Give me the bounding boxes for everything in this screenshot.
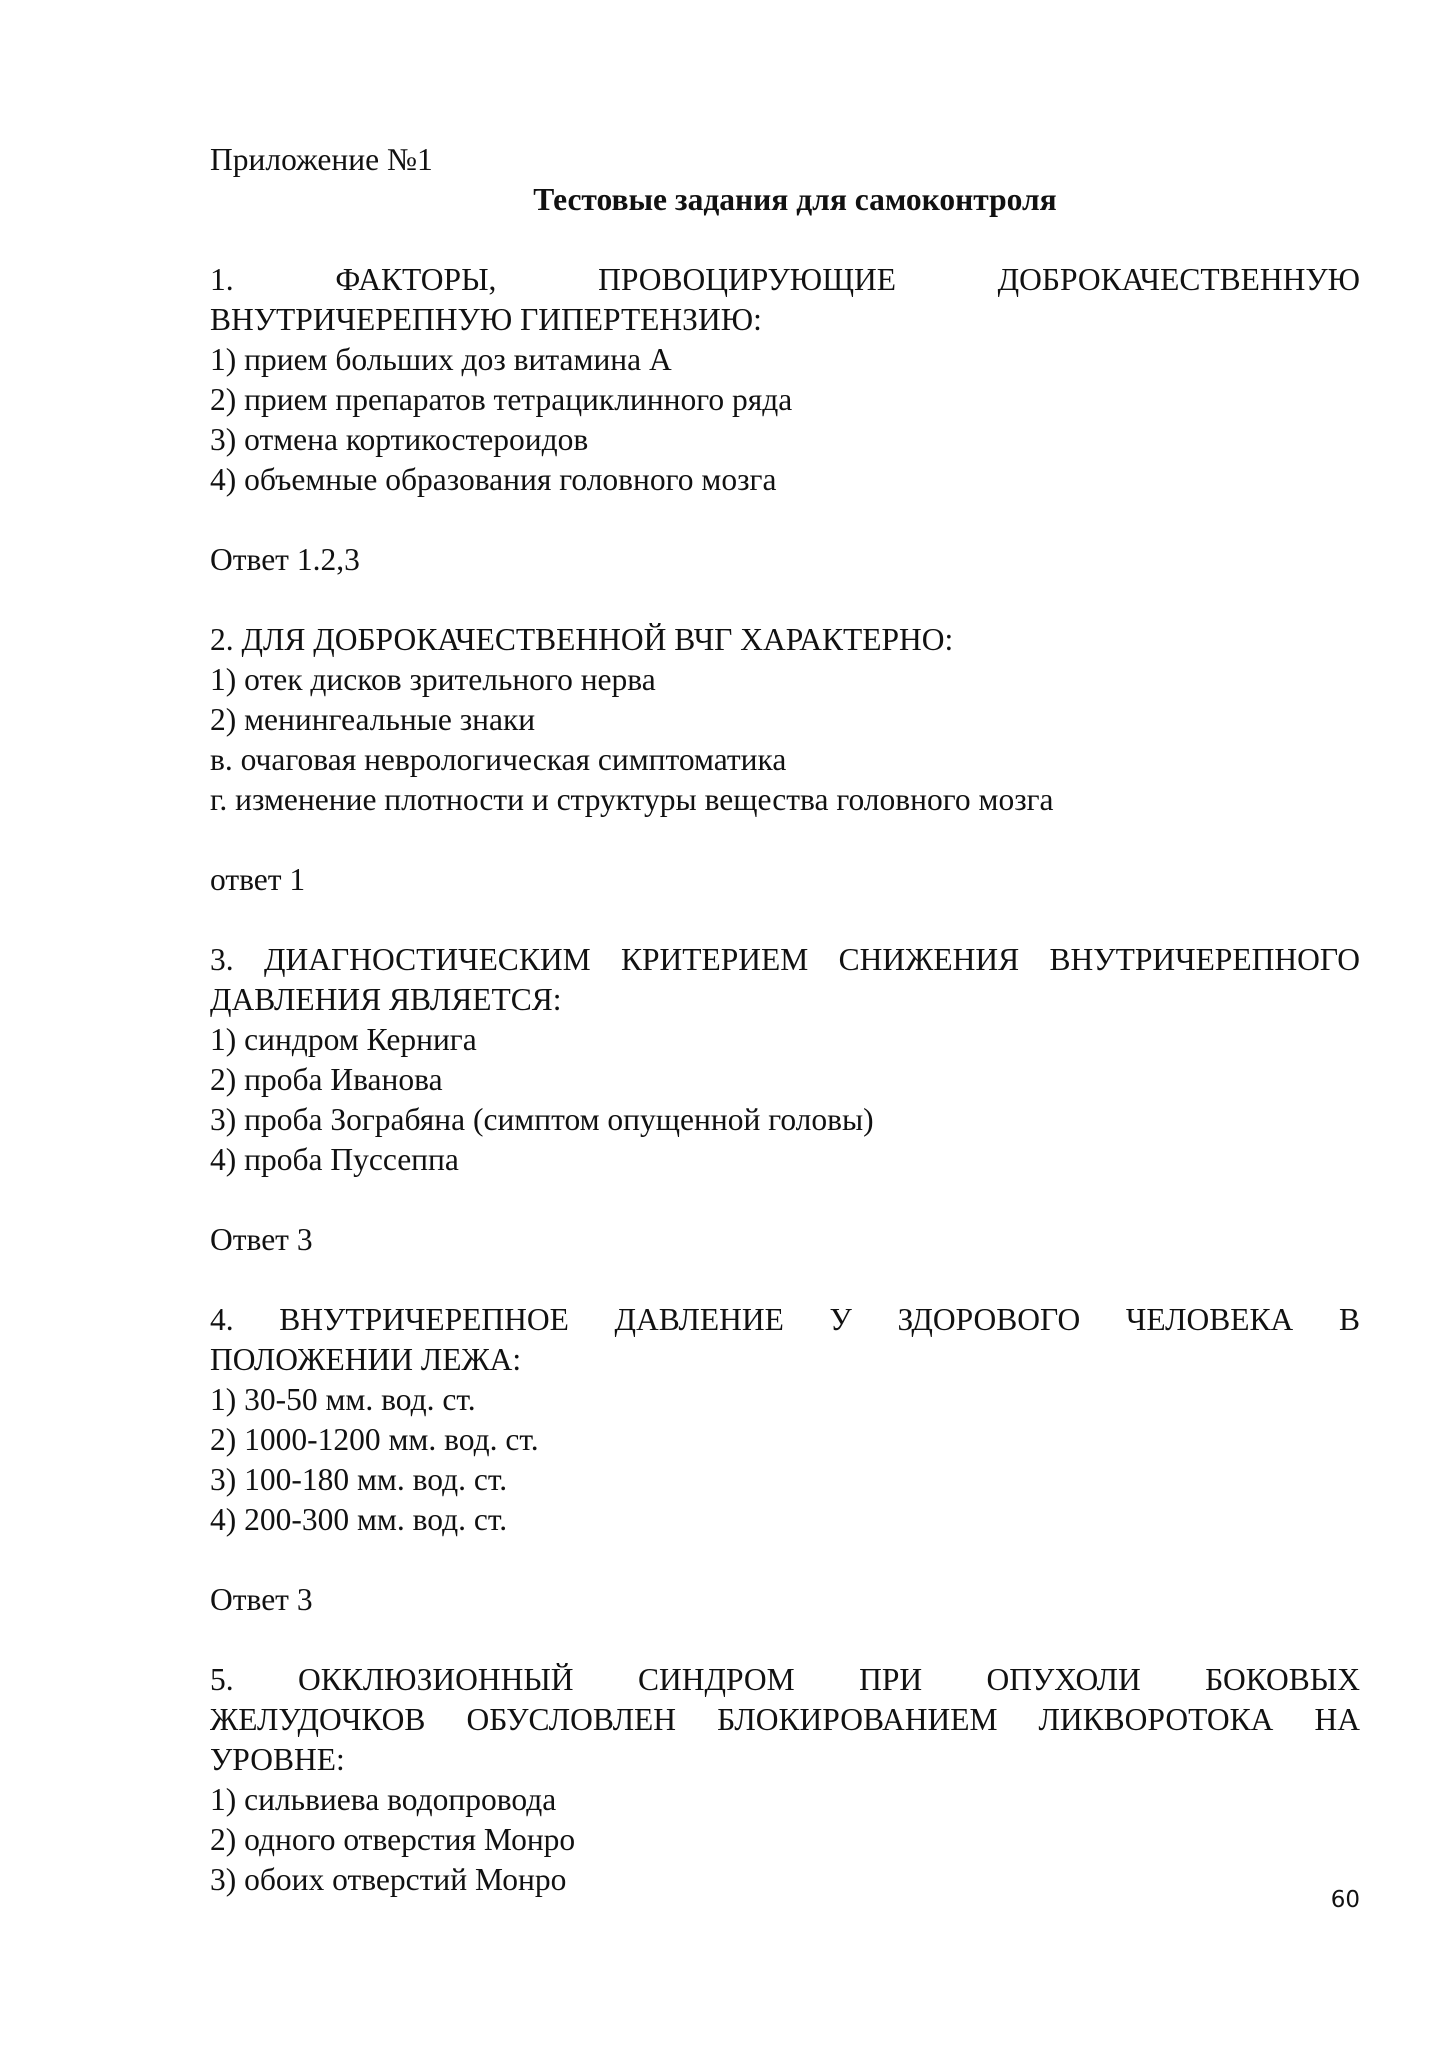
answer-option: 2) одного отверстия Монро <box>210 1822 576 1857</box>
question-heading <box>210 260 1360 340</box>
answer-option: 3) проба Зограбяна (симптом опущенной головы) <box>210 1102 874 1137</box>
answer-option: 1) 30-50 мм. вод. ст. <box>210 1382 476 1417</box>
answer-option: 1) отек дисков зрительного нерва <box>210 662 656 697</box>
answer-option: 3) 100-180 мм. вод. ст. <box>210 1462 508 1497</box>
answer-option: 3) обоих отверстий Монро <box>210 1862 567 1897</box>
answer-option: г. изменение плотности и структуры вещества головного мозга <box>210 782 1054 817</box>
document-page <box>210 140 1360 1900</box>
question-2 <box>210 620 1360 900</box>
question-heading-row: 4. ВНУТРИЧЕРЕПНОЕ ДАВЛЕНИЕ У ЗДОРОВОГО ЧЕЛОВЕКА В <box>210 1302 1360 1337</box>
answer-option: 1) прием больших доз витамина А <box>210 342 672 377</box>
question-heading-row: ВНУТРИЧЕРЕПНУЮ ГИПЕРТЕНЗИЮ: <box>210 302 762 337</box>
correct-answer: Ответ 1.2,3 <box>210 542 360 577</box>
question-heading <box>210 1300 1360 1380</box>
correct-answer: Ответ 3 <box>210 1582 313 1617</box>
question-heading-row: 2. ДЛЯ ДОБРОКАЧЕСТВЕННОЙ ВЧГ ХАРАКТЕРНО: <box>210 622 954 657</box>
answer-option: 1) сильвиева водопровода <box>210 1782 557 1817</box>
answer-option: 3) отмена кортикостероидов <box>210 422 589 457</box>
answer-option: 2) прием препаратов тетрациклинного ряда <box>210 382 793 417</box>
correct-answer: ответ 1 <box>210 862 306 897</box>
page-number: 60 <box>1330 1887 1360 1913</box>
answer-option: в. очаговая неврологическая симптоматика <box>210 742 787 777</box>
answer-option: 2) менингеальные знаки <box>210 702 536 737</box>
appendix-label: Приложение №1 <box>210 142 433 177</box>
question-heading-row: ПОЛОЖЕНИИ ЛЕЖА: <box>210 1342 522 1377</box>
question-heading-row: 1. ФАКТОРЫ, ПРОВОЦИРУЮЩИЕ ДОБРОКАЧЕСТВЕННУЮ <box>210 262 1360 297</box>
question-heading <box>210 1660 1360 1780</box>
question-1 <box>210 260 1360 580</box>
answer-option: 4) 200-300 мм. вод. ст. <box>210 1502 508 1537</box>
question-heading-row: 5. ОККЛЮЗИОННЫЙ СИНДРОМ ПРИ ОПУХОЛИ БОКОВЫХ <box>210 1662 1360 1697</box>
answer-option: 1) синдром Кернига <box>210 1022 477 1057</box>
question-3 <box>210 940 1360 1260</box>
question-4 <box>210 1300 1360 1620</box>
question-heading-row: ДАВЛЕНИЯ ЯВЛЯЕТСЯ: <box>210 982 562 1017</box>
page-title: Тестовые задания для самоконтроля <box>533 182 1057 217</box>
question-heading-row: УРОВНЕ: <box>210 1742 345 1777</box>
answer-option: 2) проба Иванова <box>210 1062 443 1097</box>
question-5 <box>210 1660 1360 1900</box>
answer-option: 2) 1000-1200 мм. вод. ст. <box>210 1422 539 1457</box>
question-heading <box>210 620 1360 660</box>
answer-option: 4) проба Пуссеппа <box>210 1142 459 1177</box>
correct-answer: Ответ 3 <box>210 1222 313 1257</box>
answer-option: 4) объемные образования головного мозга <box>210 462 777 497</box>
question-heading-row: ЖЕЛУДОЧКОВ ОБУСЛОВЛЕН БЛОКИРОВАНИЕМ ЛИКВОРОТОКА НА <box>210 1702 1360 1737</box>
question-heading-row: 3. ДИАГНОСТИЧЕСКИМ КРИТЕРИЕМ СНИЖЕНИЯ ВНУТРИЧЕРЕПНОГО <box>210 942 1360 977</box>
question-heading <box>210 940 1360 1020</box>
